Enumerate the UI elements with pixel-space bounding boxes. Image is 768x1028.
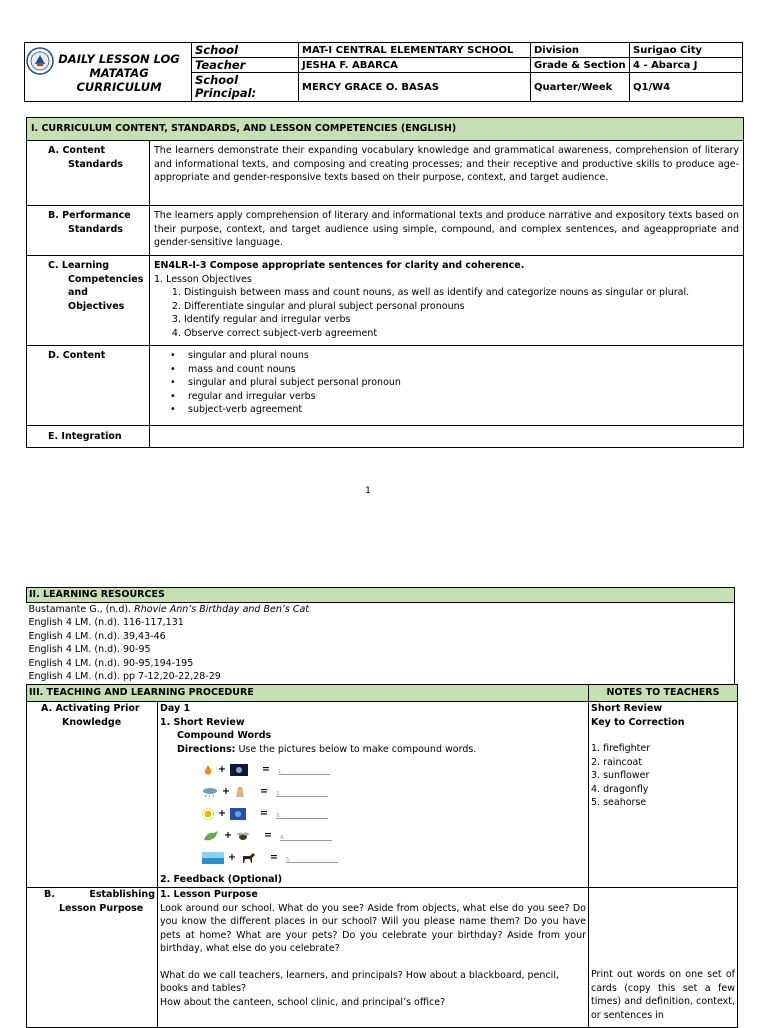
objective-item: 1. Distinguish between mass and count nouns, as well as identify and categorize nouns as singular or plural.: [184, 286, 739, 300]
teacher-label: Teacher: [192, 58, 299, 73]
flower-icon: [230, 808, 246, 820]
school-label: School: [192, 43, 299, 58]
performance-standards-text: The learners apply comprehension of literary and informational texts and produce narrative and expository texts based on their purpose, context, and target audience using simple, compound, and complex sentences, and ageappropriate and gender-sensitive language.: [150, 206, 744, 256]
content-standards-label: A. Content Standards: [27, 141, 150, 206]
purpose-paragraph: How about the canteen, school clinic, and principal’s office?: [160, 996, 446, 1008]
header-title-cell: [25, 43, 192, 102]
answer-blank: 2.: [276, 788, 328, 797]
notes-heading: NOTES TO TEACHERS: [589, 685, 738, 702]
purpose-paragraph: Look around our school. What do you see? Aside from objects, what else do you see? Do you know the different places in our school? Will you please name them? Do you have pets at home? What are your pets? Do you celebrate your birthday? Aside from your birthday, what else do you celebrate?: [160, 902, 586, 954]
dragon-icon: [202, 830, 220, 842]
school-value: MAT-I CENTRAL ELEMENTARY SCHOOL: [299, 43, 531, 58]
resource-item: English 4 LM. (n.d). 39,43-46: [28, 630, 166, 642]
answer-item: 4. dragonfly: [591, 783, 649, 795]
teaching-procedure-table: [26, 684, 738, 1028]
picture-row: + = 1.: [160, 759, 586, 781]
curriculum-heading: I. CURRICULUM CONTENT, STANDARDS, AND LESSON COMPETENCIES (ENGLISH): [27, 118, 744, 141]
notes-short-review: Short Review: [591, 703, 663, 714]
picture-row: + = 2.: [160, 781, 586, 803]
picture-row: + = 5.: [160, 847, 586, 869]
sun-icon: [202, 808, 214, 820]
competencies-label: C. Learning Competencies and Objectives: [27, 256, 150, 346]
grade-section-value: 4 - Abarca J: [630, 58, 743, 73]
lesson-objectives-heading: 1. Lesson Objectives: [154, 273, 252, 285]
establishing-purpose-content: [158, 888, 589, 1028]
content-list-cell: [150, 346, 744, 426]
topic-heading: Compound Words: [177, 730, 272, 741]
establishing-purpose-label: B. Establishing Lesson Purpose: [27, 888, 158, 1028]
horse-icon: [240, 852, 256, 864]
resource-item: Bustamante G., (n.d). Rhovie Ann’s Birthday and Ben’s Cat: [28, 603, 310, 615]
content-item: • mass and count nouns: [188, 363, 739, 377]
answer-blank: 4.: [280, 832, 332, 841]
content-item: • singular and plural subject personal pronoun: [188, 376, 739, 390]
deped-seal-icon: [26, 47, 54, 75]
fly-icon: [236, 830, 250, 842]
lesson-purpose-heading: 1. Lesson Purpose: [160, 889, 258, 900]
content-list: [154, 349, 739, 417]
fighter-picture-icon: [230, 764, 248, 776]
objective-item: 3. Identify regular and irregular verbs: [184, 313, 739, 327]
notes-activating: [589, 702, 738, 888]
resource-item: English 4 LM. (n.d). 90-95: [28, 644, 151, 655]
quarter-week-value: Q1/W4: [630, 73, 743, 102]
competency-code: EN4LR-I-3 Compose appropriate sentences for clarity and coherence.: [154, 260, 525, 271]
notes-establishing: [589, 888, 738, 1028]
principal-value: MERCY GRACE O. BASAS: [299, 73, 531, 102]
objective-item: 4. Observe correct subject-verb agreement: [184, 327, 739, 341]
division-value: Surigao City: [630, 43, 743, 58]
answer-item: 1. firefighter: [591, 743, 651, 754]
rain-cloud-icon: [202, 786, 218, 798]
answer-blank: 5.: [286, 854, 338, 863]
answer-blank: 3.: [276, 810, 328, 819]
competencies-text: [150, 256, 744, 346]
division-label: Division: [531, 43, 630, 58]
day-label: Day 1: [160, 703, 191, 714]
performance-standards-label: B. Performance Standards: [27, 206, 150, 256]
procedure-heading: III. TEACHING AND LEARNING PROCEDURE: [27, 685, 589, 702]
principal-label: School Principal:: [192, 73, 299, 102]
answer-item: 3. sunflower: [591, 770, 650, 781]
activating-knowledge-label: A. Activating Prior Knowledge: [27, 702, 158, 888]
teacher-value: JESHA F. ABARCA: [299, 58, 531, 73]
objectives-list: [154, 286, 739, 340]
content-item: • subject-verb agreement: [188, 403, 739, 417]
picture-row: + = 3.: [160, 803, 586, 825]
directions: Directions: Use the pictures below to make compound words.: [177, 743, 477, 755]
content-label: D. Content: [27, 346, 150, 426]
picture-row: + = 4.: [160, 825, 586, 847]
coat-icon: [234, 786, 246, 798]
content-item: • regular and irregular verbs: [188, 390, 739, 404]
title-daily-lesson-log: DAILY LESSON LOG: [58, 51, 180, 66]
integration-value: [150, 426, 744, 448]
resource-item: English 4 LM. (n.d). pp 7-12,20-22,28-29: [28, 671, 221, 682]
title-matatag: MATATAG CURRICULUM: [76, 65, 162, 94]
resource-item: English 4 LM. (n.d). 116-117,131: [28, 617, 184, 628]
picture-rows: [160, 759, 586, 869]
activating-knowledge-content: [158, 702, 589, 888]
grade-section-label: Grade & Section: [531, 58, 630, 73]
curriculum-table: [26, 117, 744, 448]
learning-resources-table: [26, 587, 735, 685]
page-number: 1: [365, 486, 371, 496]
fire-icon: [202, 764, 214, 776]
objective-item: 2. Differentiate singular and plural subject personal pronouns: [184, 300, 739, 314]
feedback-heading: 2. Feedback (Optional): [160, 874, 283, 885]
resources-list: [27, 602, 735, 684]
answer-blank: 1.: [278, 766, 330, 775]
resource-item: English 4 LM. (n.d). 90-95,194-195: [28, 657, 194, 669]
notes-key-to-correction: Key to Correction: [591, 716, 685, 728]
answer-item: 5. seahorse: [591, 797, 647, 808]
sea-icon: [202, 852, 224, 864]
purpose-paragraph: What do we call teachers, learners, and principals? How about a blackboard, pencil, books and tables?: [160, 969, 559, 994]
learning-resources-heading: II. LEARNING RESOURCES: [27, 588, 735, 603]
content-standards-text: The learners demonstrate their expanding vocabulary knowledge and grammatical awareness, comprehension of literary and informational texts, and composing and creating processes; and their receptive and productive skills to produce age-appropriate and gender-responsive texts based on their purpose, context, and target audience.: [150, 141, 744, 206]
integration-label: E. Integration: [27, 426, 150, 448]
quarter-week-label: Quarter/Week: [531, 73, 630, 102]
answer-item: 2. raincoat: [591, 756, 643, 768]
short-review-heading: 1. Short Review: [160, 716, 245, 728]
header-table: [24, 42, 743, 102]
content-item: • singular and plural nouns: [188, 349, 739, 363]
notes-print-cards: Print out words on one set of cards (copy this set a few times) and definition, context, or sentences in: [591, 969, 735, 1021]
